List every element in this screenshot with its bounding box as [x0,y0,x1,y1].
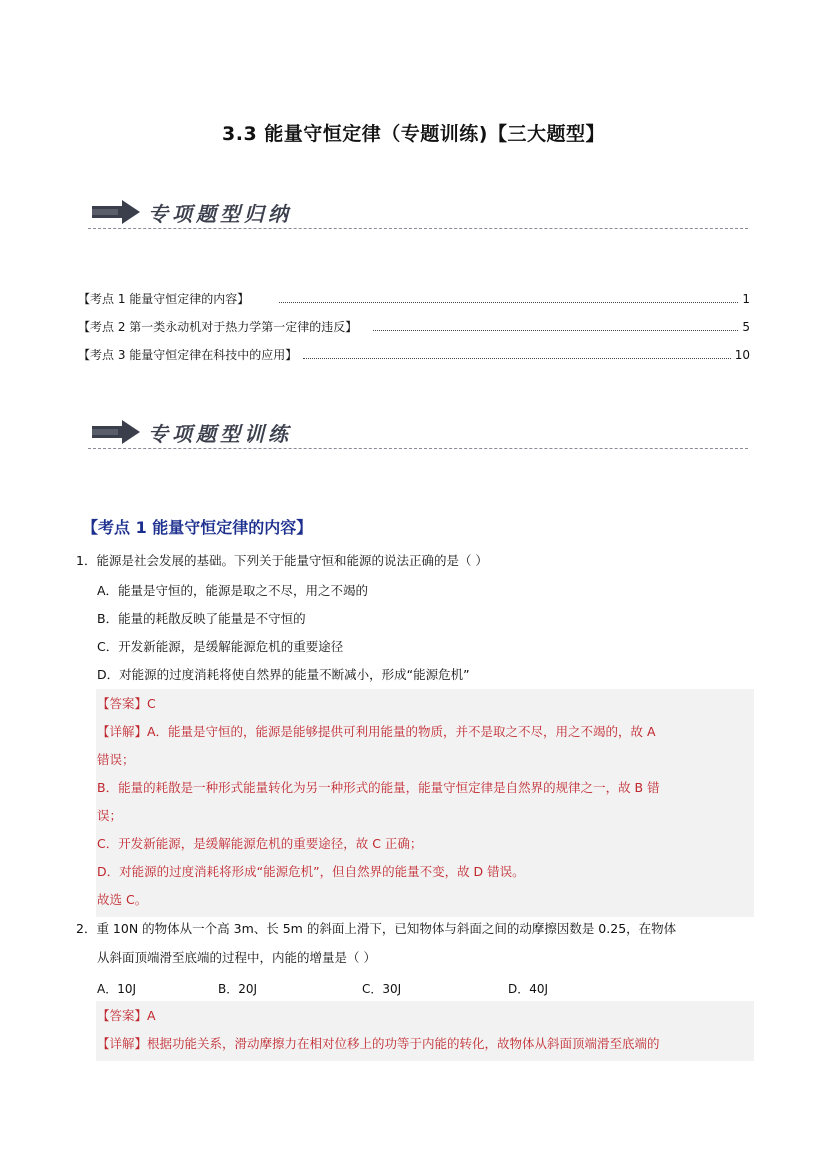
q1-option-a: A．能量是守恒的，能源是取之不尽，用之不竭的 [97,583,369,598]
banner-divider [88,228,748,229]
banner-training-text: 专项题型训练 [148,422,292,446]
arrow-icon [92,200,140,224]
q2-option-a: A．10J [97,982,137,996]
page-title: 3.3 能量守恒定律（专题训练)【三大题型】 [222,123,605,145]
q1-detail-line: C．开发新能源，是缓解能源危机的重要途径，故 C 正确； [97,836,423,851]
q1-option-d: D．对能源的过度消耗将使自然界的能量不断减小，形成“能源危机” [97,667,470,682]
question-2-stem-line2: 从斜面顶端滑至底端的过程中，内能的增量是（ ） [97,950,376,965]
banner-training [88,416,748,452]
q2-option-b: B．20J [218,982,258,996]
q1-detail-line: 【详解】A．能量是守恒的，能源是能够提供可利用能量的物质，并不是取之不尽，用之不竭的，故 A [97,724,656,739]
toc-item-3[interactable] [78,346,750,364]
toc-item-page: 1 [742,292,750,306]
q1-detail-line: 误； [97,808,123,823]
toc-item-label: 【考点 1 能量守恒定律的内容】 [78,292,250,306]
toc-item-page: 5 [742,320,750,334]
toc-leader [303,348,730,359]
banner-divider [88,448,748,449]
q1-option-c: C．开发新能源，是缓解能源危机的重要途径 [97,639,344,654]
question-1-stem: 1．能源是社会发展的基础。下列关于能量守恒和能源的说法正确的是（ ） [76,553,488,568]
q1-detail-line: B．能量的耗散是一种形式能量转化为另一种形式的能量，能量守恒定律是自然界的规律之一，故 B 错 [97,780,660,795]
q1-detail-line: 故选 C。 [97,892,148,907]
toc-leader [279,292,738,303]
q2-detail-line: 【详解】根据功能关系，滑动摩擦力在相对位移上的功等于内能的转化，故物体从斜面顶端滑至底端的 [97,1036,660,1051]
toc-leader [373,320,738,331]
toc-item-1[interactable] [78,290,750,308]
q1-answer: 【答案】C [97,696,156,711]
question-2-stem-line1: 2．重 10N 的物体从一个高 3m、长 5m 的斜面上滑下，已知物体与斜面之间的动摩擦因数是 0.25，在物体 [76,921,677,936]
toc-item-label: 【考点 2 第一类永动机对于热力学第一定律的违反】 [78,320,358,334]
q2-answer: 【答案】A [97,1008,156,1023]
q1-detail-line: 错误； [97,752,135,767]
q2-answer-box [96,1001,754,1061]
section-heading: 【考点 1 能量守恒定律的内容】 [82,518,313,537]
q2-option-d: D．40J [508,982,549,996]
toc-item-label: 【考点 3 能量守恒定律在科技中的应用】 [78,348,298,362]
arrow-icon [92,420,140,444]
q1-option-b: B．能量的耗散反映了能量是不守恒的 [97,611,306,626]
q2-option-c: C．30J [362,982,402,996]
banner-summary-text: 专项题型归纳 [148,202,292,226]
banner-summary [88,196,748,232]
toc-item-2[interactable] [78,318,750,336]
toc-item-page: 10 [734,348,750,362]
q1-detail-line: D．对能源的过度消耗将形成“能源危机”，但自然界的能量不变，故 D 错误。 [97,864,525,879]
